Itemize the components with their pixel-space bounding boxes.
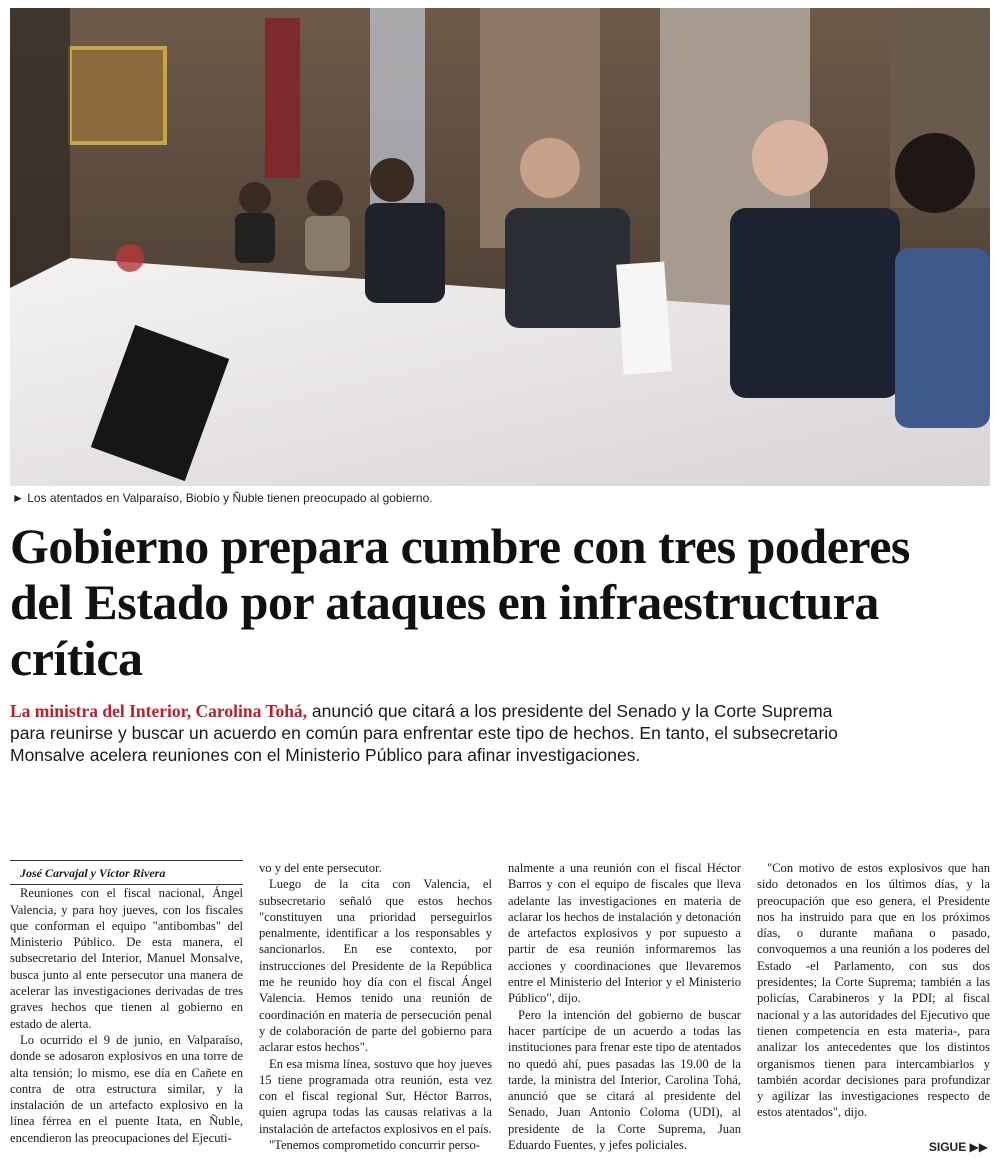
paragraph: Reuniones con el fiscal nacional, Ángel Valencia, y para hoy jueves, con los fiscales que conforman el equipo "antibombas" del Ministerio Público. De esta manera, el subsecretario del Interior, Manuel Monsalve, busca junto al ente persecutor una manera de acelerar las investigaciones derivadas de tres graves hechos que tienen al gobierno en estado de alerta. (10, 886, 243, 1031)
byline: José Carvajal y Víctor Rivera (10, 860, 243, 885)
continue-marker: SIGUE ▶▶ (928, 1140, 988, 1154)
paragraph: vo y del ente persecutor. (259, 861, 382, 875)
photo-caption: ► Los atentados en Valparaíso, Biobío y Ñuble tienen preocupado al gobierno. (12, 491, 433, 505)
paragraph: Pero la intención del gobierno de buscar hacer partícipe de un acuerdo a todas las instituciones para frenar este tipo de atentados no quedó ahí, pues pasadas las 19.00 de la tarde, la ministra del Interior, Carolina Tohá, anunció que se citará al presidente del Senado, Juan Antonio Coloma (UDI), al presidente de la Corte Suprema, Juan Eduardo Fuentes, y jefes policiales. (508, 1007, 741, 1153)
article-body (10, 860, 990, 1156)
meeting-photo (10, 8, 990, 486)
column-4 (757, 860, 990, 1156)
lede-highlight: La ministra del Interior, Carolina Tohá, (10, 701, 308, 721)
paragraph: Lo ocurrido el 9 de junio, en Valparaíso, donde se adosaron explosivos en una torre de alta tensión; lo mismo, ese día en Cañete en contra de otra estructura similar, y la instalación de un artefacto explosivo en la línea férrea en el puente Itata, en Ñuble, encendieron las preocupaciones del Ejecuti- (10, 1032, 243, 1145)
column-2 (259, 860, 492, 1156)
meeting-photo-illustration (10, 8, 990, 486)
column-3 (508, 860, 741, 1156)
paragraph: Luego de la cita con Valencia, el subsecretario señaló que estos hechos "constituyen una prioridad perseguirlos penalmente, identificar a los responsables y sancionarlos. En ese contexto, por instrucciones del Presidente de la República me he reunido hoy día con el fiscal Ángel Valencia. Hemos tenido una reunión de coordinación en materia de persecución penal y de colaboración de parte del gobierno para aclarar estos hechos". (259, 877, 492, 1055)
paragraph: En esa misma línea, sostuvo que hoy jueves 15 tiene programada otra reunión, esta vez con el fiscal regional Sur, Héctor Barros, quien agrupa todas las causas relativas a la instalación de artefactos explosivos en el país. (259, 1056, 492, 1136)
paragraph: "Con motivo de estos explosivos que han sido detonados en los últimos días, y la preocupación que eso genera, el Presidente nos ha instruido para que en los próximos días, o durante mañana o pasado, convoquemos a una reunión a los poderes del Estado -el Parlamento, con sus dos presidentes; la Corte Suprema; también a las policías, Carabineros y la PDI; al fiscal nacional y a las autoridades del Ejecutivo que tienen competencia en esta materia-, para analizar los antecedentes que los distintos organismos tienen para intercambiarlos y también acordar decisiones para profundizar y agilizar las investigaciones respecto de estos atentados", dijo. (757, 861, 990, 1120)
headline: Gobierno prepara cumbre con tres poderes del Estado por ataques en infraestructura crítica (10, 518, 910, 686)
column-1 (10, 860, 243, 1156)
paragraph: nalmente a una reunión con el fiscal Héctor Barros y con el equipo de fiscales que lleva adelante las investigaciones en materia de aclarar los hechos de instalación y detonación de artefactos explosivos y por supuesto a partir de esa reunión informaremos las acciones y coordinaciones que llevaremos entre el Ministerio del Interior y el Ministerio Público", dijo. (508, 861, 741, 1006)
lede-text: anunció que citará a los presidente del Senado y la Corte Suprema para reunirse y buscar un acuerdo en común para enfrentar este tipo de hechos. En tanto, el subsecretario Monsalve acelera reuniones con el Ministerio Público para afinar investigaciones. (10, 701, 838, 765)
lede (10, 700, 840, 766)
paragraph: "Tenemos comprometido concurrir perso- (269, 1138, 480, 1153)
